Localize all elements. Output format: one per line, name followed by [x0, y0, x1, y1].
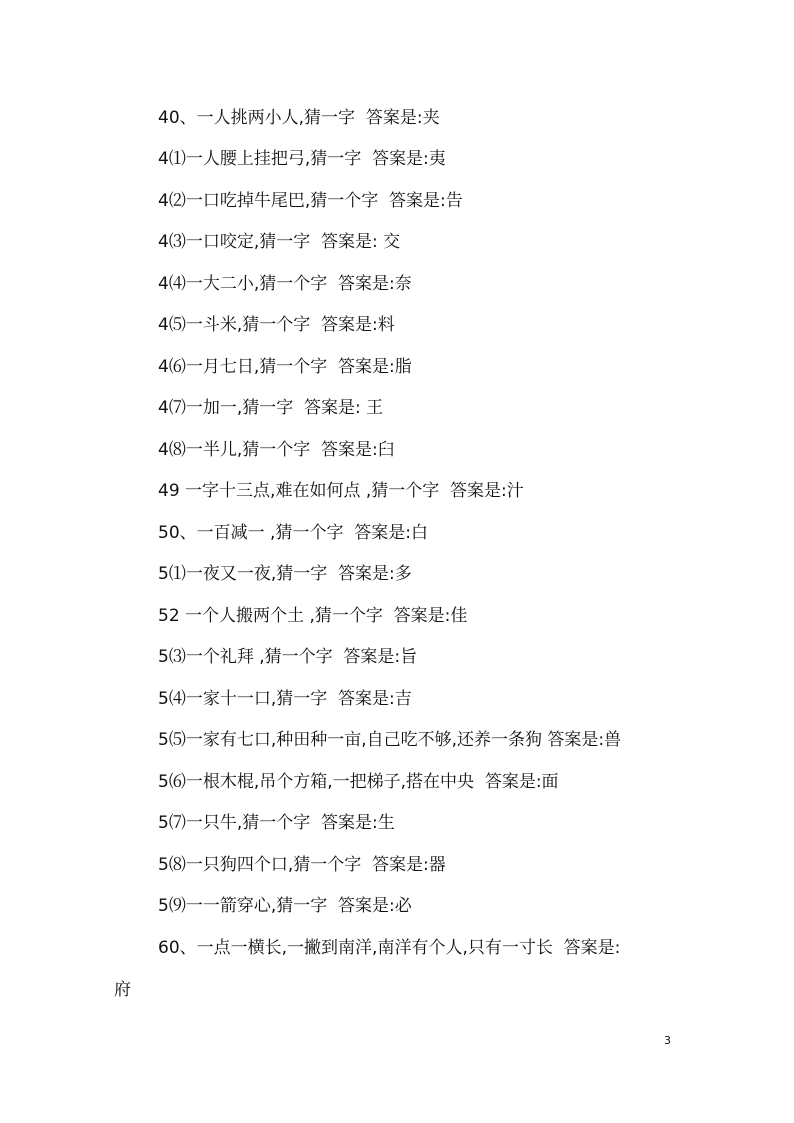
riddle-line: 4⑺一加一,猜一字 答案是: 王	[158, 398, 384, 418]
riddle-line: 4⑴一人腰上挂把弓,猜一字 答案是:夷	[158, 149, 446, 169]
riddle-line: 4⑵一口吃掉牛尾巴,猜一个字 答案是:告	[158, 191, 463, 211]
riddle-line: 4⑷一大二小,猜一个字 答案是:奈	[158, 274, 412, 294]
riddle-line: 5⑷一家十一口,猜一字 答案是:吉	[158, 689, 412, 709]
riddle-line: 60、一点一横长,一撇到南洋,南洋有个人,只有一寸长 答案是:	[158, 938, 621, 958]
riddle-line: 50、一百减一 ,猜一个字 答案是:白	[158, 523, 428, 543]
riddle-line: 4⑸一斗米,猜一个字 答案是:料	[158, 315, 395, 335]
riddle-line: 5⑶一个礼拜 ,猜一个字 答案是:旨	[158, 647, 418, 667]
riddle-line: 5⑸一家有七口,种田种一亩,自己吃不够,还养一条狗 答案是:兽	[158, 730, 622, 750]
riddle-line: 40、一人挑两小人,猜一字 答案是:夹	[158, 108, 440, 128]
riddle-line: 5⑻一只狗四个口,猜一个字 答案是:器	[158, 855, 446, 875]
riddle-line: 5⑹一根木棍,吊个方箱,一把梯子,搭在中央 答案是:面	[158, 772, 559, 792]
riddle-line: 5⑴一夜又一夜,猜一字 答案是:多	[158, 564, 412, 584]
riddle-line: 5⑺一只牛,猜一个字 答案是:生	[158, 813, 395, 833]
riddle-line-continuation: 府	[114, 980, 131, 1000]
riddle-line: 5⑼一一箭穿心,猜一字 答案是:必	[158, 896, 412, 916]
riddle-line: 4⑹一月七日,猜一个字 答案是:脂	[158, 357, 412, 377]
page-number: 3	[664, 1034, 671, 1047]
riddle-line: 52 一个人搬两个土 ,猜一个字 答案是:佳	[158, 606, 468, 626]
riddle-line: 4⑶一口咬定,猜一字 答案是: 交	[158, 232, 401, 252]
riddle-line: 4⑻一半儿,猜一个字 答案是:臼	[158, 440, 395, 460]
riddle-line: 49 一字十三点,难在如何点 ,猜一个字 答案是:汁	[158, 481, 524, 501]
